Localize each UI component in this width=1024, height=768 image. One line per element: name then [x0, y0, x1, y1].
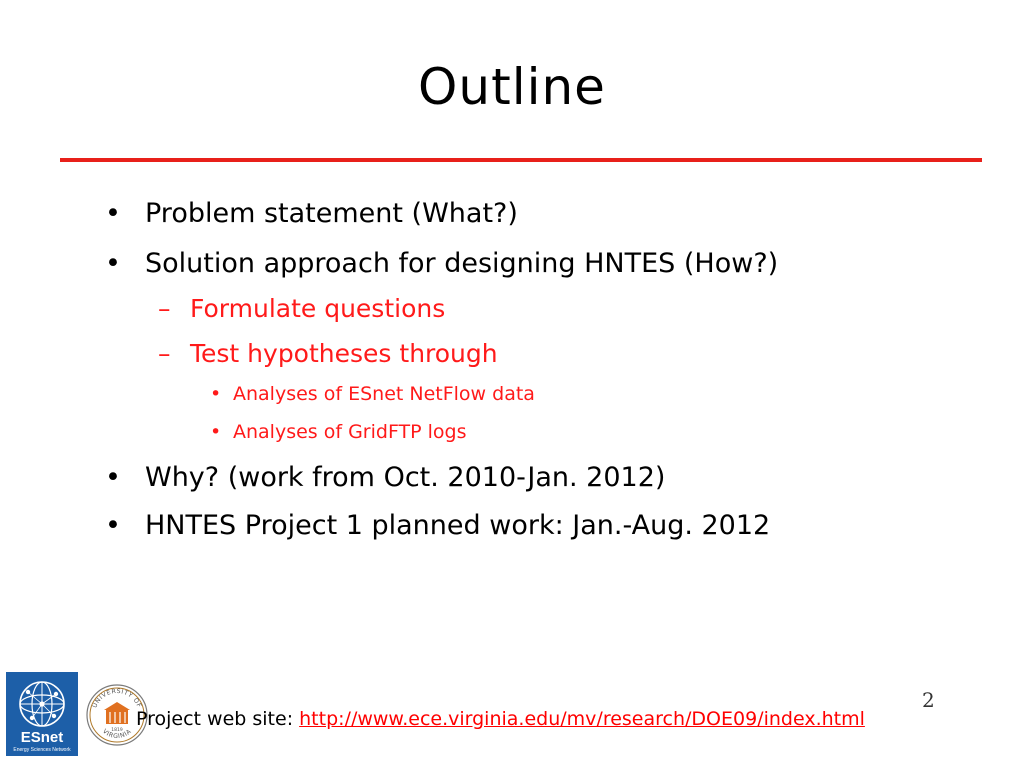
svg-text:UNIVERSITY OF: UNIVERSITY OF: [91, 687, 143, 710]
esnet-globe-icon: [6, 672, 78, 756]
footer: [136, 704, 865, 734]
bullet-marker: •: [105, 248, 121, 279]
bullet-text: Problem statement (What?): [145, 198, 518, 229]
svg-text:ESnet: ESnet: [20, 729, 64, 746]
bullet-text: Why? (work from Oct. 2010-Jan. 2012): [145, 462, 666, 493]
sub-sub-bullet-marker: •: [210, 421, 222, 443]
sub-sub-bullet-text: Analyses of ESnet NetFlow data: [233, 383, 535, 405]
sub-bullet-marker: –: [158, 339, 171, 368]
slide-title: Outline: [418, 58, 606, 116]
sub-bullet-marker: –: [158, 294, 171, 323]
sub-sub-bullet-text: Analyses of GridFTP logs: [233, 421, 467, 443]
bullet-marker: •: [105, 198, 121, 229]
svg-text:1819: 1819: [111, 728, 123, 733]
bullet-text: Solution approach for designing HNTES (How?): [145, 248, 779, 279]
bullet-text: HNTES Project 1 planned work: Jan.-Aug. 2012: [145, 510, 771, 541]
esnet-logo: [6, 672, 78, 756]
page-number: 2: [922, 688, 935, 712]
sub-bullet-text: Formulate questions: [190, 294, 446, 323]
bullet-marker: •: [105, 462, 121, 493]
sub-bullet-text: Test hypotheses through: [190, 339, 498, 368]
footer-label: Project web site:: [136, 708, 294, 730]
bullet-marker: •: [105, 510, 121, 541]
sub-sub-bullet-marker: •: [210, 383, 222, 405]
project-website-link[interactable]: http://www.ece.virginia.edu/mv/research/DOE09/index.html: [299, 708, 865, 730]
svg-text:Energy Sciences Network: Energy Sciences Network: [13, 747, 71, 753]
svg-text:VIRGINIA: VIRGINIA: [101, 727, 133, 741]
